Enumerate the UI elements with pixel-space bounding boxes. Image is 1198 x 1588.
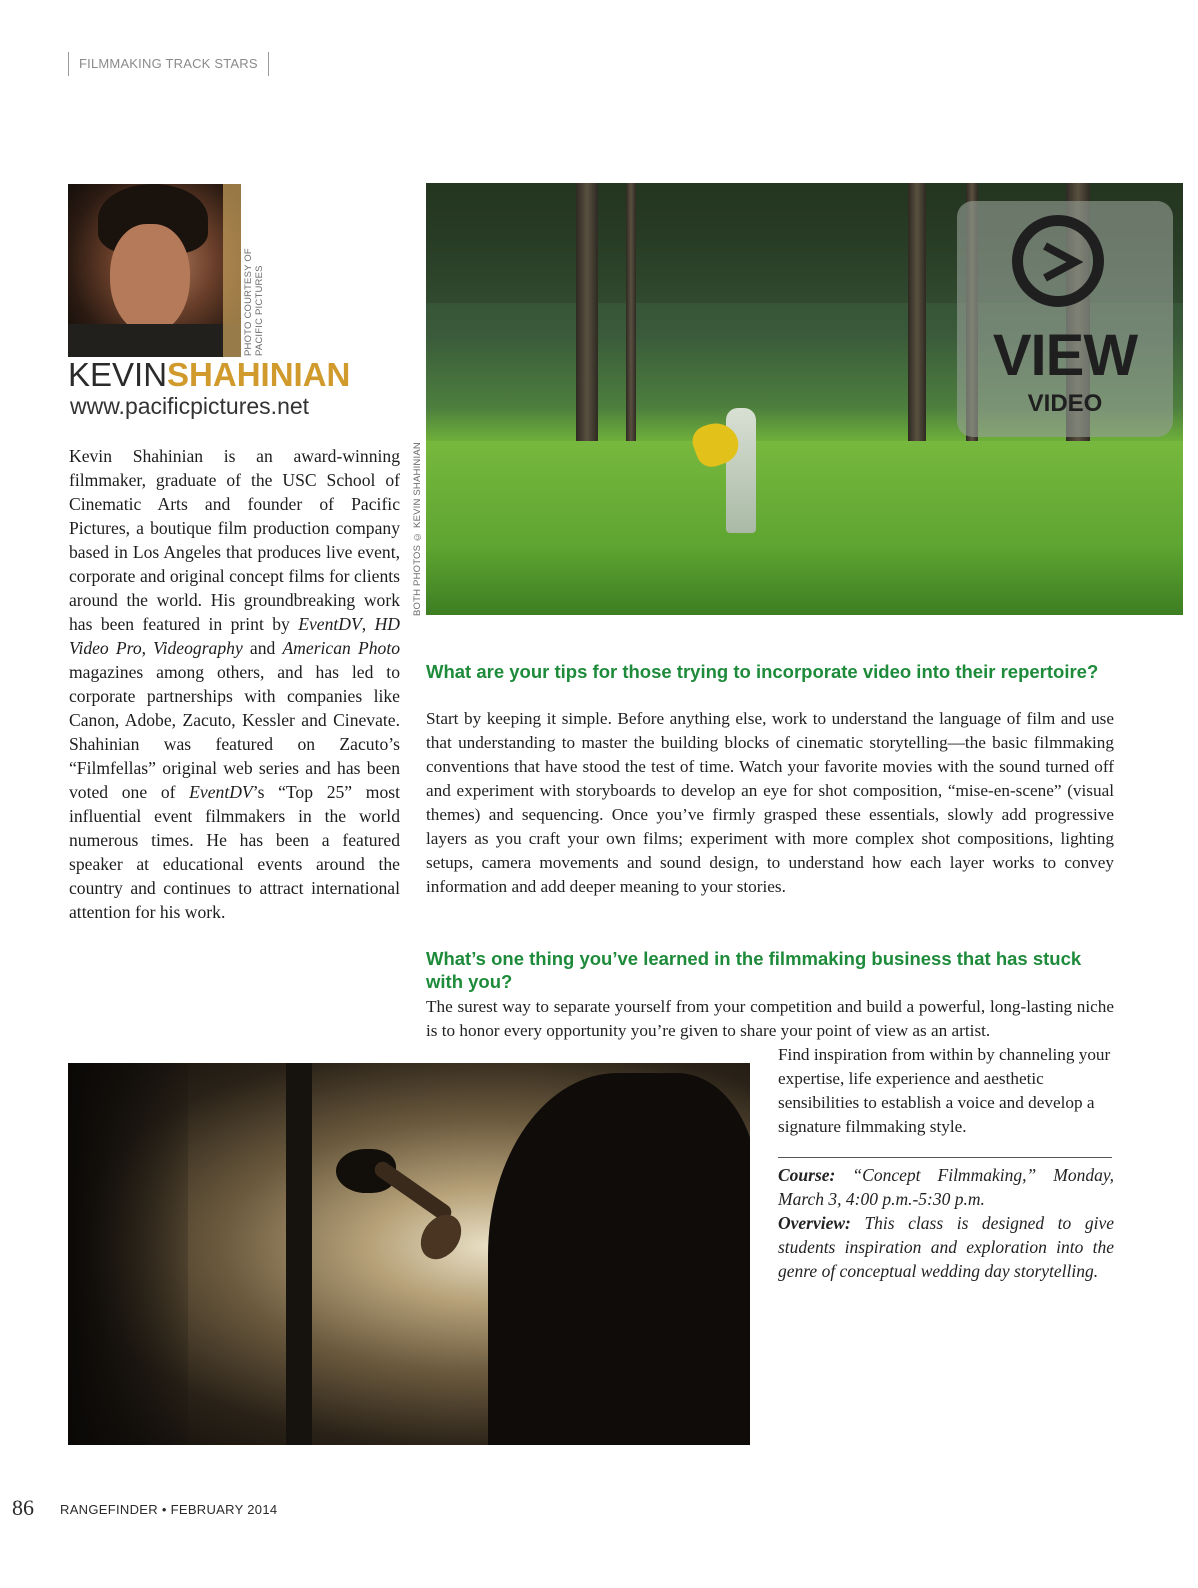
portrait-photo-credit [243,238,267,356]
answer-2-part-2: Find inspiration from within by channeling your expertise, life experience and aesthetic sensibilities to establish a voice and develop a signature filmmaking style. [778,1045,1111,1136]
bio-magazine-3: Videography [153,638,243,658]
section-tag: FILMMAKING TRACK STARS [68,52,269,76]
first-name: KEVIN [68,356,168,393]
portrait-credit-line2: PACIFIC PICTURES [254,265,265,356]
bio-text-1: Kevin Shahinian is an award-winning filmmaker, graduate of the USC School of Cinematic Arts and founder of Pacific Pictures, a boutique film production company based in Los Angeles that produces live event, corporate and original concept films for clients around the world. His groundbreaking work has been featured in print by [69,446,400,634]
page-number: 86 [12,1495,34,1520]
bio-text-2: magazines among others, and has led to corporate partnerships with companies like Canon, Adobe, Zacuto, Kessler and Cinevate. Shahinian was featured on Zacuto’s “Filmfellas” original web series and has been voted one of [69,662,400,802]
bio-sep-2: , [141,638,154,658]
photos-credit: BOTH PHOTOS © KEVIN SHAHINIAN [412,442,423,616]
portrait-photo [68,184,241,357]
question-1: What are your tips for those trying to incorporate video into their repertoire? [426,661,1099,682]
answer-2-part-1: The surest way to separate yourself from your competition and build a powerful, long-lasting niche is to honor every opportunity you’re given to share your point of view as an artist. [426,997,1114,1040]
view-video-button[interactable] [957,201,1173,437]
website-link[interactable]: www.pacificpictures.net [70,393,310,419]
profile-name [68,357,350,393]
overview-value: This class is designed to give students inspiration and exploration into the genre of conceptual wedding day storytelling. [778,1213,1114,1281]
bio-magazine-5: EventDV [189,782,253,802]
wedding-couple-photo [426,183,1183,615]
footer-publication [60,1502,277,1517]
course-info [778,1163,1114,1283]
bio-magazine-1: EventDV [298,614,362,634]
footer-bullet: • [161,1502,167,1517]
play-icon [1012,215,1104,307]
bio-sep-3: and [242,638,283,658]
overview-label: Overview: [778,1213,851,1233]
bio-magazine-2: HD Video Pro [69,614,400,658]
course-line [778,1163,1114,1211]
bio-paragraph [69,444,400,924]
last-name: SHAHINIAN [167,356,351,393]
answer-1: Start by keeping it simple. Before anything else, work to understand the language of film and use that understanding to master the building blocks of cinematic storytelling—the basic filmmaking conventions that have stood the test of time. Watch your favorite movies with the sound turned off and experiment with storyboards to develop an eye for shot composition, “mise-en-scene” (visual themes) and sequencing. Once you’ve firmly grasped these essentials, slowly add progressive layers as you craft your own films; experiment with more complex shot compositions, lighting setups, camera movements and sound design, to understand how each layer works to convey information and add deeper meaning to your stories. [426,709,1114,896]
bio-text-3: ’s “Top 25” most influential event filmmakers in the world numerous times. He has been a featured speaker at educational events around the country and continues to attract international attention for his work. [69,782,400,922]
groom-figure [726,408,756,533]
question-2: What’s one thing you’ve learned in the filmmaking business that has stuck with you? [426,948,1082,992]
video-label: VIDEO [1027,390,1103,417]
course-divider [778,1157,1112,1158]
publication-name: RANGEFINDER [60,1502,158,1517]
course-label: Course: [778,1165,836,1185]
portrait-credit-line1: PHOTO COURTESY OF [243,248,254,356]
course-value: “Concept Filmmaking,” Monday, March 3, 4:00 p.m.-5:30 p.m. [778,1165,1114,1209]
issue-date: FEBRUARY 2014 [170,1502,278,1517]
overview-line [778,1211,1114,1283]
bio-sep-1: , [361,614,375,634]
silhouette-makeup-photo [68,1063,750,1445]
bio-magazine-4: American Photo [282,638,401,658]
view-label: VIEW [992,323,1138,388]
